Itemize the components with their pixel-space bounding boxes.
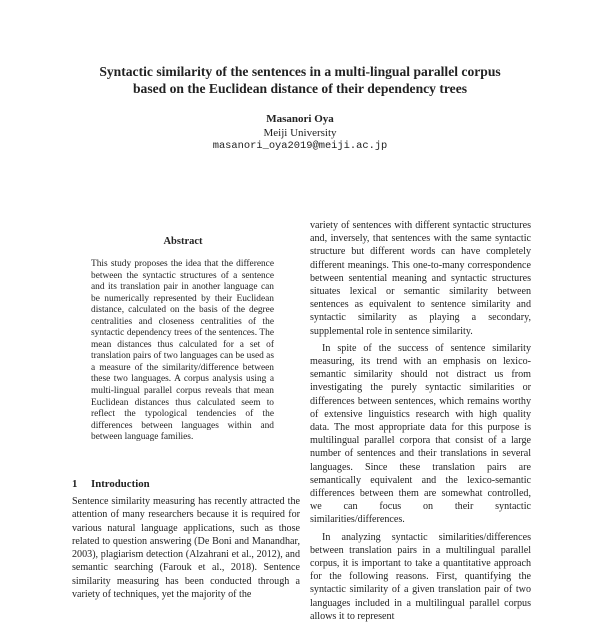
section-number: 1 xyxy=(72,478,78,490)
author-name: Masanori Oya xyxy=(266,113,334,125)
abstract-heading: Abstract xyxy=(163,236,203,247)
author-block xyxy=(0,113,600,154)
title-line-1: Syntactic similarity of the sentences in a multi-lingual parallel corpus xyxy=(99,64,501,79)
paper-title xyxy=(40,63,560,97)
section-title: Introduction xyxy=(91,478,150,490)
right-paragraph-2: In spite of the success of sentence similarity measuring, its trend with an emphasis on lexico-semantic similarity should not distract us from investigating the purely syntactic similarities or differences between sentences, which remains worthy of extensive linguistics research with high quality data. The most appropriate data for this purpose is multilingual parallel corpora that consist of a large number of sentences and their translations in several languages. Since these translation pairs are semantically equivalent and the lexico-semantic differences between them are somewhat controlled, we can focus on their syntactic similarities/differences. xyxy=(310,342,531,526)
right-paragraph-3: In analyzing syntactic similarities/differences between translation pairs in a multilingual parallel corpus, it is important to take a quantitative approach for the following reasons. First, quantifying the syntactic similarity of a given translation pair of two languages included in a multilingual parallel corpus allows it to represent xyxy=(310,531,531,622)
abstract-text: This study proposes the idea that the difference between the syntactic structures of a sentence and its translation pair in another language can be numerically represented by their Euclidean distance, calculated on the basis of the degree centralities and closeness centralities of the syntactic dependency trees of the sentences. The mean distances thus calculated for a set of translation pairs of two languages can be used as a measure of the similarity/difference between these two languages. A corpus analysis using a multi-lingual parallel corpus reveals that mean Euclidean distances thus calculated seem to reflect the typological tendencies of the differences between languages within and between language families. xyxy=(91,259,274,443)
author-affiliation: Meiji University xyxy=(263,126,337,139)
right-column xyxy=(310,219,531,623)
author-email: masanori_oya2019@meiji.ac.jp xyxy=(212,140,388,152)
title-line-2: based on the Euclidean distance of their dependency trees xyxy=(132,81,468,96)
right-paragraph-1: variety of sentences with different syntactic structures and, inversely, that sentences with the same syntactic structure but different words can have completely different meanings. This one-to-many correspondence between sentential meaning and syntactic structures situates lexical or semantic similarity between sentences as equivalent to sentence similarity and syntactic similarity as playing a secondary, supplemental role in sentence similarity. xyxy=(310,220,531,337)
introduction-text: Sentence similarity measuring has recently attracted the attention of many researchers because it is required for various natural language applications, such as those related to question answering (De Boni and Manandhar, 2003), plagiarism detection (Alzahrani et al., 2012), and semantic searching (Farouk et al., 2018). Sentence similarity measuring has been conducted through a variety of techniques, yet the majority of the xyxy=(72,496,300,601)
section-heading xyxy=(72,478,150,490)
